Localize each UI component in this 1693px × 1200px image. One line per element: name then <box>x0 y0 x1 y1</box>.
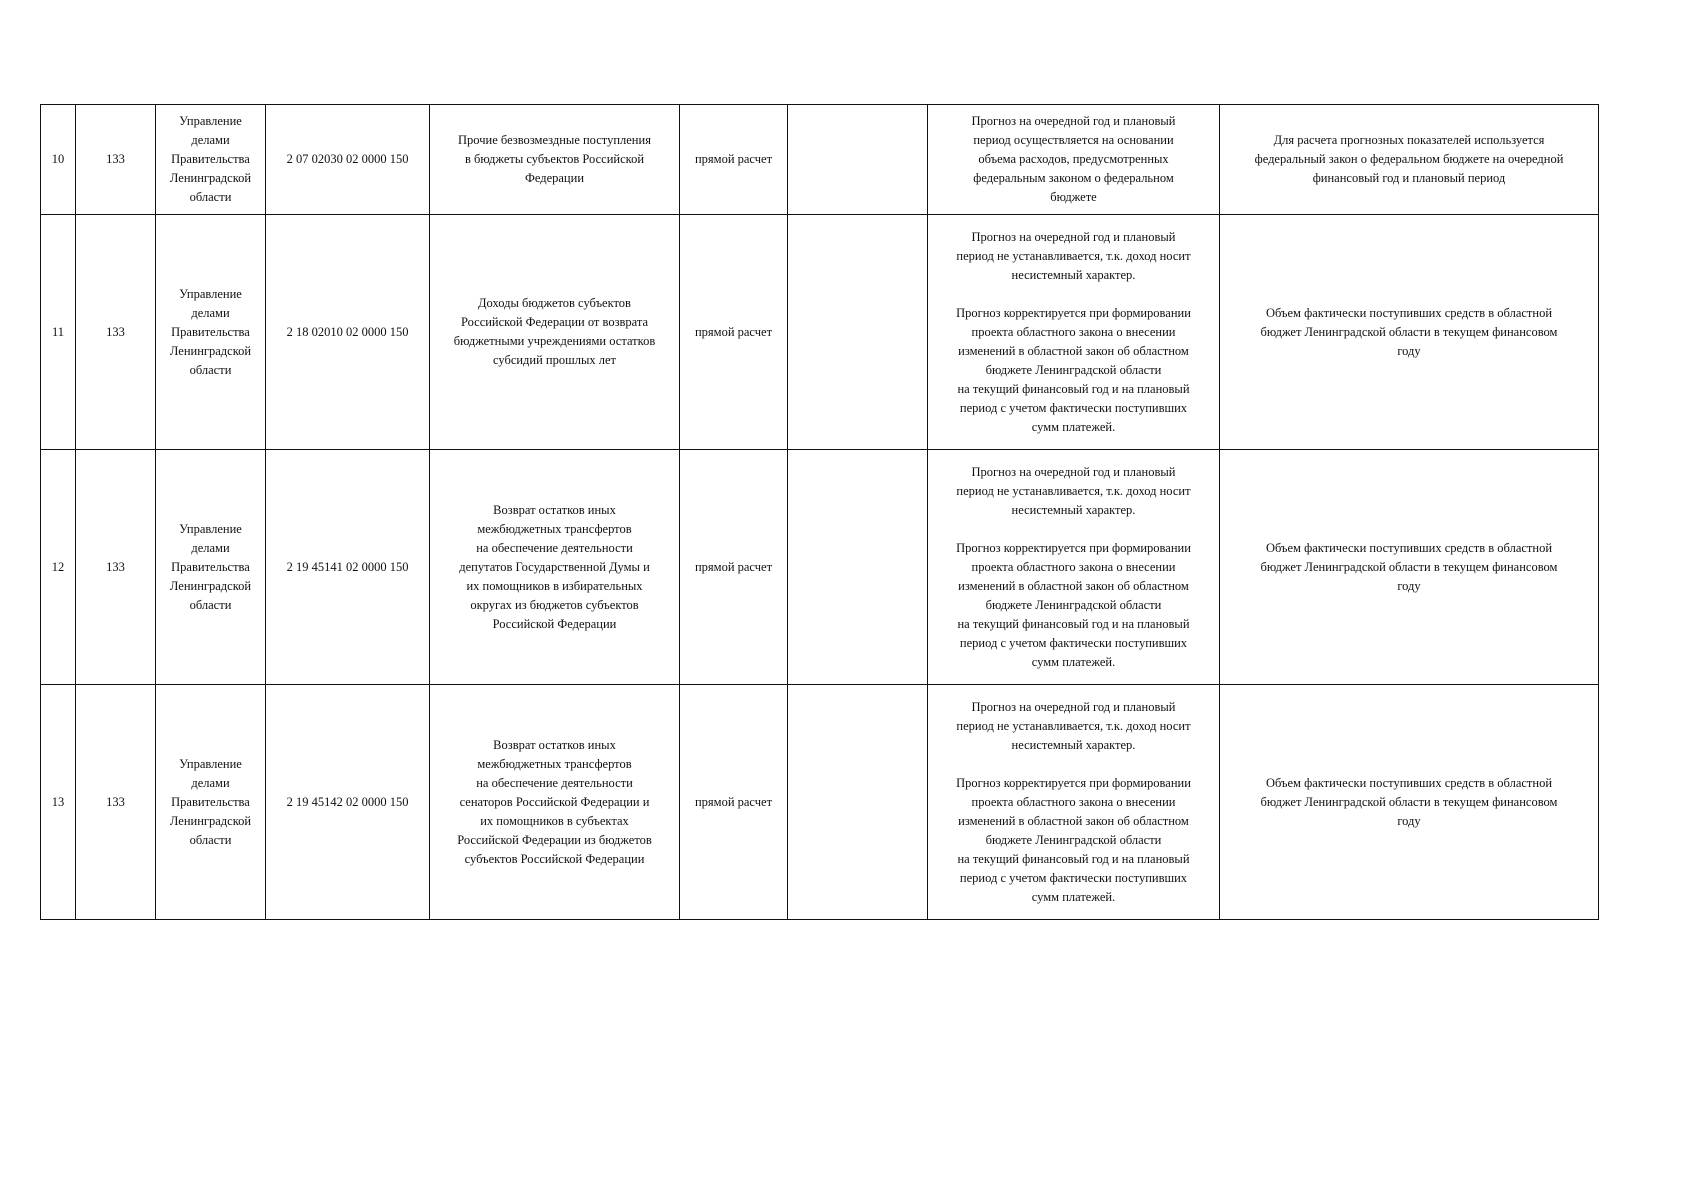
admin-code: 133 <box>76 450 156 685</box>
budget-classification-code: 2 18 02010 02 0000 150 <box>266 215 430 450</box>
forecast-method: прямой расчет <box>680 105 788 215</box>
forecast-method: прямой расчет <box>680 685 788 920</box>
table-row <box>41 215 1599 450</box>
calculation-formula <box>788 105 928 215</box>
row-number: 10 <box>41 105 76 215</box>
data-source: Объем фактически поступивших средств в областной бюджет Ленинградской области в текущем финансовом году <box>1220 215 1599 450</box>
forecast-algorithm: Прогноз на очередной год и плановый период не устанавливается, т.к. доход носит несистемный характер. Прогноз корректируется при формировании проекта областного закона о внесении изменений в областной закон об областном бюджете Ленинградской области на текущий финансовый год и на плановый период с учетом фактически поступивших сумм платежей. <box>928 215 1220 450</box>
admin-code: 133 <box>76 215 156 450</box>
row-number: 11 <box>41 215 76 450</box>
forecast-algorithm: Прогноз на очередной год и плановый период не устанавливается, т.к. доход носит несистемный характер. Прогноз корректируется при формировании проекта областного закона о внесении изменений в областной закон об областном бюджете Ленинградской области на текущий финансовый год и на плановый период с учетом фактически поступивших сумм платежей. <box>928 450 1220 685</box>
revenue-name: Возврат остатков иных межбюджетных трансфертов на обеспечение деятельности сенаторов Российской Федерации и их помощников в субъектах Российской Федерации из бюджетов субъектов Российской Федерации <box>430 685 680 920</box>
admin-code: 133 <box>76 685 156 920</box>
forecast-algorithm: Прогноз на очередной год и плановый период осуществляется на основании объема расходов, предусмотренных федеральным законом о федеральном бюджете <box>928 105 1220 215</box>
revenue-name: Возврат остатков иных межбюджетных трансфертов на обеспечение деятельности депутатов Государственной Думы и их помощников в избирательных округах из бюджетов субъектов Российской Федерации <box>430 450 680 685</box>
calculation-formula <box>788 450 928 685</box>
data-source: Для расчета прогнозных показателей используется федеральный закон о федеральном бюджете на очередной финансовый год и плановый период <box>1220 105 1599 215</box>
row-number: 12 <box>41 450 76 685</box>
table-row <box>41 105 1599 215</box>
revenue-name: Прочие безвозмездные поступления в бюджеты субъектов Российской Федерации <box>430 105 680 215</box>
budget-classification-code: 2 19 45142 02 0000 150 <box>266 685 430 920</box>
table-row <box>41 685 1599 920</box>
calculation-formula <box>788 215 928 450</box>
administrator-name: Управление делами Правительства Ленинградской области <box>156 215 266 450</box>
forecast-method: прямой расчет <box>680 215 788 450</box>
revenue-name: Доходы бюджетов субъектов Российской Федерации от возврата бюджетными учреждениями остатков субсидий прошлых лет <box>430 215 680 450</box>
forecast-method: прямой расчет <box>680 450 788 685</box>
administrator-name: Управление делами Правительства Ленинградской области <box>156 450 266 685</box>
row-number: 13 <box>41 685 76 920</box>
budget-classification-code: 2 19 45141 02 0000 150 <box>266 450 430 685</box>
calculation-formula <box>788 685 928 920</box>
budget-classification-code: 2 07 02030 02 0000 150 <box>266 105 430 215</box>
administrator-name: Управление делами Правительства Ленинградской области <box>156 685 266 920</box>
revenue-forecast-table <box>40 104 1599 920</box>
table-row <box>41 450 1599 685</box>
data-source: Объем фактически поступивших средств в областной бюджет Ленинградской области в текущем финансовом году <box>1220 450 1599 685</box>
data-source: Объем фактически поступивших средств в областной бюджет Ленинградской области в текущем финансовом году <box>1220 685 1599 920</box>
administrator-name: Управление делами Правительства Ленинградской области <box>156 105 266 215</box>
forecast-algorithm: Прогноз на очередной год и плановый период не устанавливается, т.к. доход носит несистемный характер. Прогноз корректируется при формировании проекта областного закона о внесении изменений в областной закон об областном бюджете Ленинградской области на текущий финансовый год и на плановый период с учетом фактически поступивших сумм платежей. <box>928 685 1220 920</box>
admin-code: 133 <box>76 105 156 215</box>
